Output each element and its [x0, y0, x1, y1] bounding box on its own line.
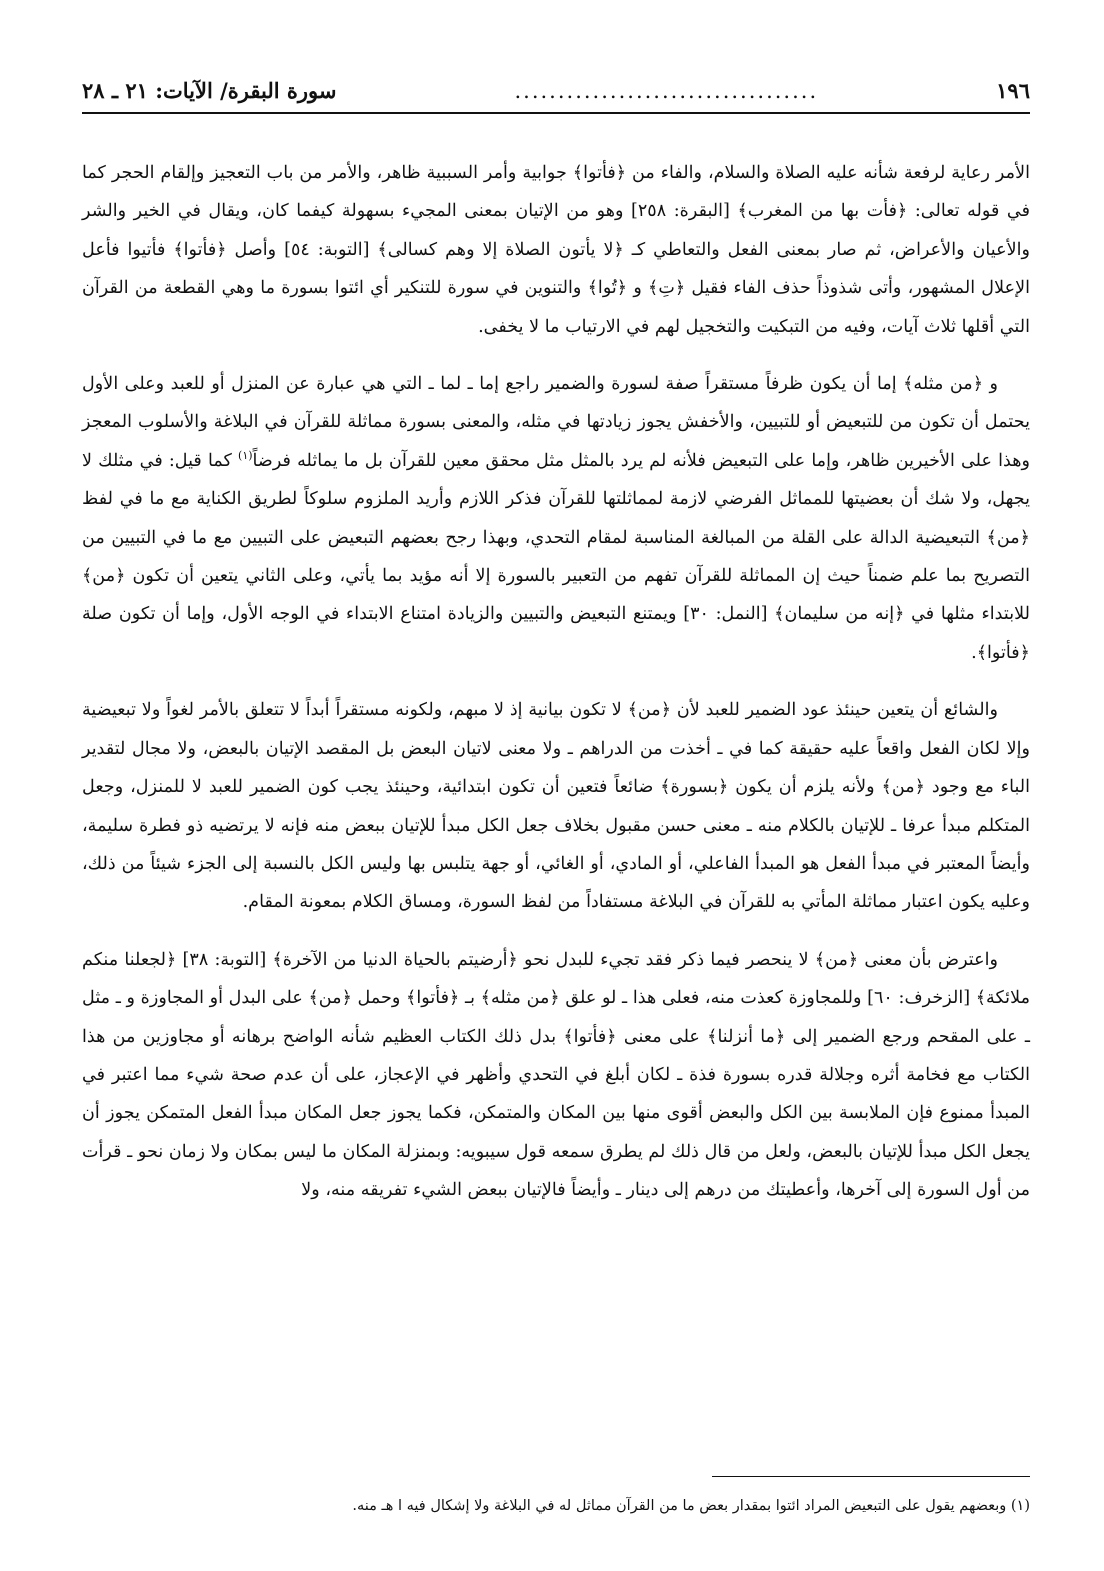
- paragraph-1: الأمر رعاية لرفعة شأنه عليه الصلاة والسلام، والفاء من ﴿فأتوا﴾ جوابية وأمر السببية ظاهر، والأمر من باب التعجيز وإلقام الحجر كما في قوله تعالى: ﴿فأت بها من المغرب﴾ [البقرة: ٢٥٨] وهو من الإتيان بمعنى المجيء بسهولة كيفما كان، ويقال في الخير والشر والأعيان والأعراض، ثم صار بمعنى الفعل والتعاطي كـ ﴿لا يأتون الصلاة إلا وهم كسالى﴾ [التوبة: ٥٤] وأصل ﴿فأتوا﴾ فأتيوا فأعل الإعلال المشهور، وأتى شذوذاً حذف الفاء فقيل ﴿تِ﴾ و ﴿تُوا﴾ والتنوين في سورة للتنكير أي ائتوا بسورة ما وهي القطعة من القرآن التي أقلها ثلاث آيات، وفيه من التبكيت والتخجيل لهم في الارتياب ما لا يخفى.: [82, 163, 1030, 337]
- running-title: سورة البقرة/ الآيات: ٢١ ـ ٢٨: [82, 78, 337, 103]
- page-number: ١٩٦: [996, 78, 1030, 103]
- header-leader-dots: ...................................: [514, 79, 819, 103]
- page: [82, 76, 1030, 1229]
- paragraph-3: والشائع أن يتعين حينئذ عود الضمير للعبد لأن ﴿من﴾ لا تكون بيانية إذ لا مبهم، ولكونه مستقراً أبداً لا تتعلق بالأمر لغواً ولا تبعيضية وإلا لكان الفعل واقعاً عليه حقيقة كما في ـ أخذت من الدراهم ـ ولا معنى لاتيان البعض بل المقصد الإتيان بالبعض، ولا مجال لتقدير الباء مع وجود ﴿من﴾ ولأنه يلزم أن يكون ﴿بسورة﴾ ضائعاً فتعين أن تكون ابتدائية، وحينئذ يجب كون الضمير للعبد لا للمنزل، وجعل المتكلم مبدأ عرفا ـ للإتيان بالكلام منه ـ معنى حسن مقبول بخلاف جعل الكل مبدأ للإتيان ببعض منه فإنه لا يرتضيه ذو فطرة سليمة، وأيضاً المعتبر في مبدأ الفعل هو المبدأ الفاعلي، أو المادي، أو الغائي، أو جهة يتلبس بها وليس الكل بالنسبة إلى الجزء شيئاً من ذلك، وعليه يكون اعتبار مماثلة المأتي به للقرآن في البلاغة مستفاداً من لفظ السورة، ومساق الكلام بمعونة المقام.: [82, 700, 1030, 913]
- footnote-text: وبعضهم يقول على التبعيض المراد ائتوا بمقدار بعض ما من القرآن مماثل له في البلاغة ولا إشكال فيه ا هـ منه.: [352, 1498, 1007, 1514]
- footnote-marker: (١): [238, 448, 253, 462]
- paragraph-2: [82, 365, 1030, 672]
- paragraph-2-part-b: كما قيل: في مثلك لا يجهل، ولا شك أن بعضيتها للمماثل الفرضي لازمة لمماثلتها للقرآن فذكر اللازم وأريد الملزوم سلوكاً لطريق الكناية مع ما في لفظ ﴿من﴾ التبعيضية الدالة على القلة من المبالغة المناسبة لمقام التحدي، وبهذا رجح بعضهم التبعيض على التبيين مع ما في التبيين من التصريح بما علم ضمناً حيث إن المماثلة للقرآن تفهم من التعبير بالسورة إلا أنه مؤيد بما يأتي، وعلى الثاني يتعين أن تكون ﴿من﴾ للابتداء مثلها في ﴿إنه من سليمان﴾ [النمل: ٣٠] ويمتنع التبعيض والتبيين والزيادة امتناع الابتداء في الوجه الأول، وإما أن تكون صلة ﴿فأتوا﴾.: [82, 450, 1030, 663]
- paragraph-4: واعترض بأن معنى ﴿من﴾ لا ينحصر فيما ذكر فقد تجيء للبدل نحو ﴿أرضيتم بالحياة الدنيا من الآخرة﴾ [التوبة: ٣٨] ﴿لجعلنا منكم ملائكة﴾ [الزخرف: ٦٠] وللمجاوزة كعذت منه، فعلى هذا ـ لو علق ﴿من مثله﴾ بـ ﴿فأتوا﴾ وحمل ﴿من﴾ على البدل أو المجاوزة و ـ مثل ـ على المقحم ورجع الضمير إلى ﴿ما أنزلنا﴾ على معنى ﴿فأتوا﴾ بدل ذلك الكتاب العظيم شأنه الواضح برهانه أو مجاوزين من هذا الكتاب مع فخامة أثره وجلالة قدره بسورة فذة ـ لكان أبلغ في التحدي وأظهر في الإعجاز، على أن عدم صحة شيء مما اعتبر في المبدأ ممنوع فإن الملابسة بين الكل والبعض أقوى منها بين المكان والمتمكن، فكما يجوز جعل المكان مبدأ الفعل المتمكن يجوز أن يجعل الكل مبدأ للإتيان بالبعض، ولعل من قال ذلك لم يطرق سمعه قول سيبويه: وبمنزلة المكان ما ليس بمكان ولا زمان نحو ـ قرأت من أول السورة إلى آخرها، وأعطيتك من درهم إلى دينار ـ وأيضاً فالإتيان ببعض الشيء تفريقه منه، ولا: [81, 949, 1030, 1201]
- body-text: [82, 154, 1030, 1210]
- footnote-number: (١): [1010, 1498, 1030, 1514]
- running-header: [82, 76, 1030, 114]
- footnote-separator: [712, 1476, 1030, 1477]
- paragraph-2-part-a: و ﴿من مثله﴾ إما أن يكون ظرفاً مستقراً صفة لسورة والضمير راجع إما ـ لما ـ التي هي عبارة عن المنزل أو للعبد وعلى الأول يحتمل أن تكون من للتبعيض أو للتبيين، والأخفش يجوز زيادتها في مثله، والمعنى بسورة مماثلة للقرآن في البلاغة والأسلوب المعجز وهذا على الأخيرين ظاهر، وإما على التبعيض فلأنه لم يرد بالمثل مثل محقق معين للقرآن بل ما يماثله فرضاً: [82, 374, 1031, 471]
- footnote: [82, 1494, 1030, 1518]
